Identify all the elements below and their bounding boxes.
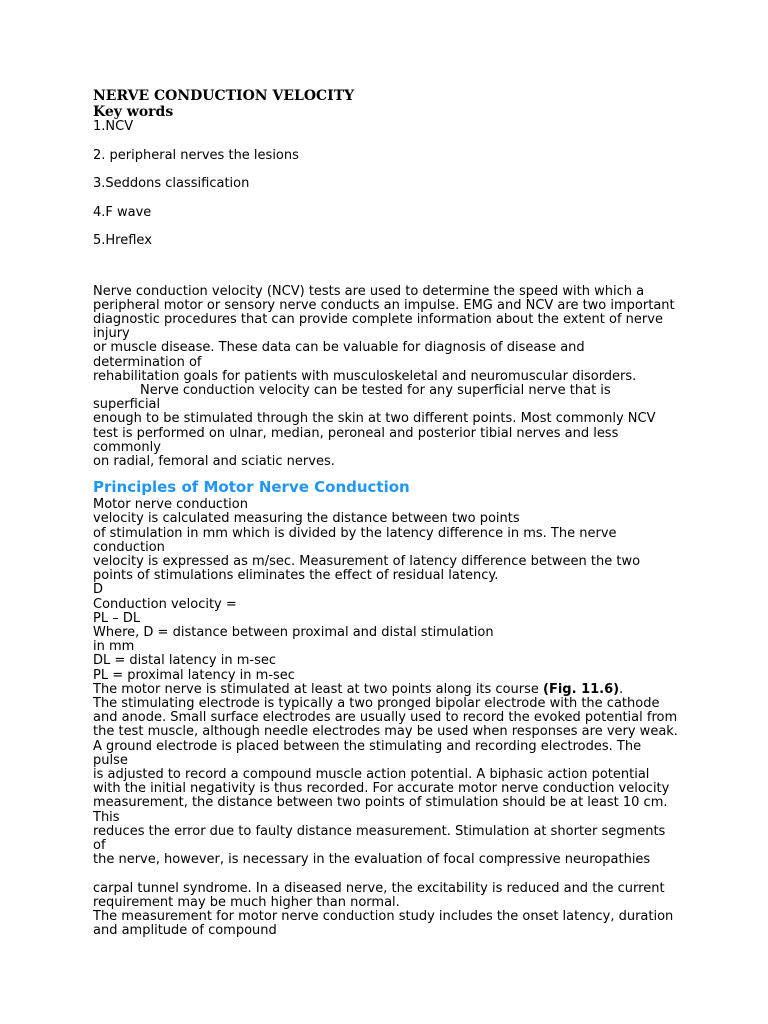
intro-paragraph [93, 285, 693, 470]
paragraph-line: carpal tunnel syndrome. In a diseased nerve, the excitability is reduced and the current [93, 880, 665, 896]
paragraph-line: and anode. Small surface electrodes are usually used to record the evoked potential from [93, 710, 678, 726]
paragraph-line: PL = proximal latency in m-sec [93, 667, 295, 683]
paragraph-line: peripheral motor or sensory nerve conducts an impulse. EMG and NCV are two important [93, 297, 675, 313]
figure-reference-line [93, 683, 693, 697]
paragraph-line: Motor nerve conduction [93, 497, 248, 513]
section-heading: Principles of Motor Nerve Conduction [93, 478, 410, 497]
paragraph-line: rehabilitation goals for patients with musculoskeletal and neuromuscular disorders. [93, 368, 637, 384]
paragraph-line: diagnostic procedures that can provide complete information about the extent of nerve [93, 311, 663, 327]
section-body [93, 498, 693, 938]
paragraph-line: A ground electrode is placed between the stimulating and recording electrodes. The [93, 738, 642, 754]
paragraph-line: velocity is calculated measuring the distance between two points [93, 511, 520, 527]
paragraph-line: pulse [93, 752, 128, 768]
fig-line-suffix: . [619, 681, 624, 697]
keyword-item: 3.Seddons classification [93, 176, 250, 192]
formula-numerator: D [93, 582, 104, 598]
paragraph-line: or muscle disease. These data can be valuable for diagnosis of disease and [93, 340, 585, 356]
paragraph-line: of [93, 838, 106, 854]
paragraph-line: requirement may be much higher than normal. [93, 894, 400, 910]
figure-reference[interactable]: (Fig. 11.6) [543, 681, 620, 697]
paragraph-line: This [93, 809, 120, 825]
keyword-item: 5.Hreflex [93, 233, 152, 249]
paragraph-line: with the initial negativity is thus recorded. For accurate motor nerve conduction velocity [93, 781, 670, 797]
paragraph-line: Nerve conduction velocity can be tested for any superficial nerve that is [140, 383, 611, 398]
paragraph-line: The measurement for motor nerve conduction study includes the onset latency, duration [93, 909, 674, 925]
paragraph-line: enough to be stimulated through the skin at two different points. Most commonly NCV [93, 411, 656, 427]
formula-label: Conduction velocity = [93, 596, 237, 612]
paragraph-line: and amplitude of compound [93, 923, 277, 939]
paragraph-line: injury [93, 326, 130, 342]
paragraph-line: points of stimulations eliminates the effect of residual latency. [93, 568, 499, 584]
keywords-list [93, 120, 693, 249]
paragraph-line: Where, D = distance between proximal and distal stimulation [93, 625, 494, 641]
paragraph-line: is adjusted to record a compound muscle action potential. A biphasic action potential [93, 767, 650, 783]
paragraph-line: commonly [93, 439, 161, 455]
formula-denominator: PL – DL [93, 610, 141, 626]
keyword-item: 4.F wave [93, 204, 152, 220]
keyword-item: 1.NCV [93, 119, 134, 134]
paragraph-line: on radial, femoral and sciatic nerves. [93, 454, 335, 470]
keyword-item: 2. peripheral nerves the lesions [93, 147, 299, 163]
paragraph-line: superficial [93, 397, 161, 413]
document-title: NERVE CONDUCTION VELOCITY [93, 88, 355, 104]
paragraph-line: Nerve conduction velocity (NCV) tests are used to determine the speed with which a [93, 283, 645, 299]
paragraph-line: velocity is expressed as m/sec. Measurement of latency difference between the two [93, 554, 641, 570]
paragraph-line: conduction [93, 539, 165, 555]
document-page [93, 88, 693, 939]
paragraph-line: reduces the error due to faulty distance measurement. Stimulation at shorter segments [93, 823, 666, 839]
fig-line-prefix: The motor nerve is stimulated at least at two points along its course [93, 681, 544, 697]
paragraph-line: measurement, the distance between two points of stimulation should be at least 10 cm. [93, 795, 668, 811]
paragraph-line: determination of [93, 354, 202, 370]
paragraph-line: DL = distal latency in m-sec [93, 653, 276, 669]
paragraph-line: of stimulation in mm which is divided by the latency difference in ms. The nerve [93, 525, 617, 541]
paragraph-line: test is performed on ulnar, median, peroneal and posterior tibial nerves and less [93, 425, 619, 441]
paragraph-line: the nerve, however, is necessary in the evaluation of focal compressive neuropathies [93, 852, 651, 868]
paragraph-line: The stimulating electrode is typically a two pronged bipolar electrode with the cathode [93, 696, 660, 712]
paragraph-line: the test muscle, although needle electrodes may be used when responses are very weak. [93, 724, 678, 740]
keywords-label: Key words [93, 104, 174, 120]
paragraph-line: in mm [93, 639, 135, 655]
